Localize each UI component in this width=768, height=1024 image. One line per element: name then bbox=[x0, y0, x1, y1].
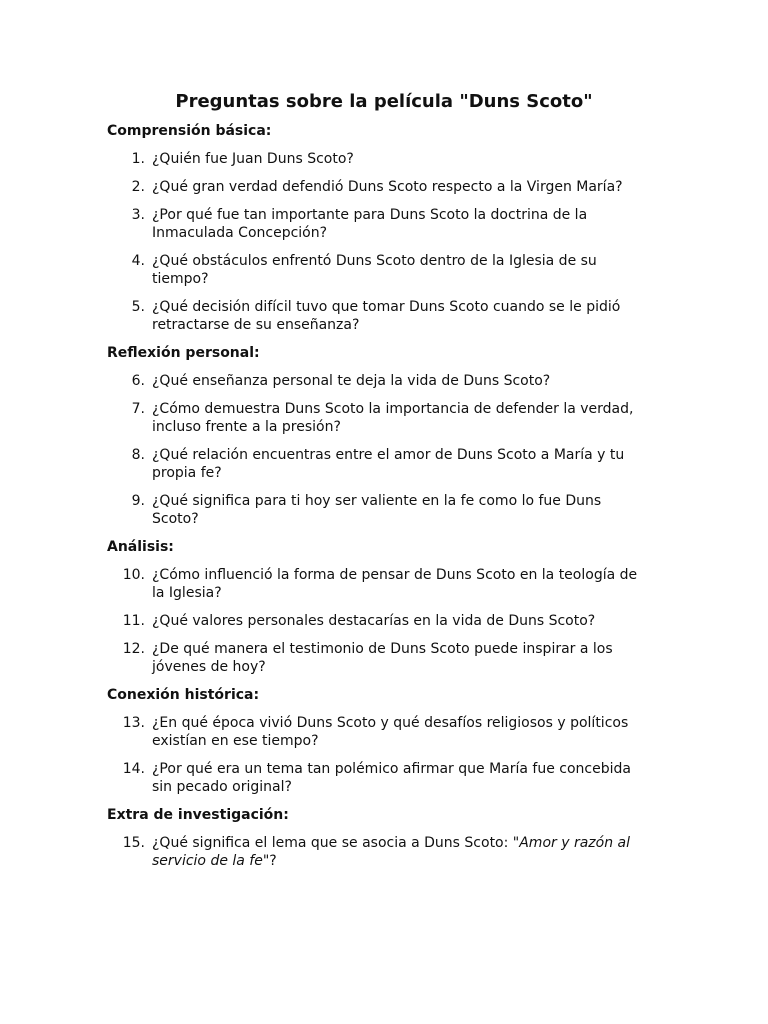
question-item bbox=[107, 640, 768, 676]
question-text: ¿Qué enseñanza personal te deja la vida de Duns Scoto? bbox=[152, 373, 551, 389]
question-text: ¿Qué relación encuentras entre el amor de Duns Scoto a María y tu propia fe? bbox=[152, 447, 625, 481]
section-reflexion-personal bbox=[107, 344, 768, 528]
question-text: ¿De qué manera el testimonio de Duns Scoto puede inspirar a los jóvenes de hoy? bbox=[152, 641, 613, 675]
question-text: ¿Qué gran verdad defendió Duns Scoto respecto a la Virgen María? bbox=[152, 179, 623, 195]
question-item bbox=[107, 400, 768, 436]
question-list bbox=[107, 150, 768, 334]
section-heading: Comprensión básica: bbox=[107, 123, 272, 139]
question-number: 4. bbox=[131, 253, 145, 269]
question-number: 10. bbox=[122, 567, 145, 583]
question-list bbox=[107, 372, 768, 528]
question-text bbox=[152, 834, 652, 870]
question-text-start: ¿Qué significa el lema que se asocia a Duns Scoto: " bbox=[152, 835, 520, 851]
question-text: ¿Cómo influenció la forma de pensar de Duns Scoto en la teología de la Iglesia? bbox=[152, 567, 638, 601]
motto-text: Amor y razón al servicio de la fe bbox=[152, 835, 630, 869]
question-text: ¿Qué obstáculos enfrentó Duns Scoto dentro de la Iglesia de su tiempo? bbox=[152, 253, 597, 287]
question-item bbox=[107, 492, 768, 528]
question-number: 11. bbox=[122, 613, 145, 629]
question-number: 8. bbox=[131, 447, 145, 463]
question-number: 1. bbox=[131, 151, 145, 167]
question-item bbox=[107, 178, 768, 196]
question-item bbox=[107, 446, 768, 482]
question-item bbox=[107, 252, 768, 288]
question-list bbox=[107, 714, 768, 796]
question-item bbox=[107, 372, 768, 390]
section-conexion-historica bbox=[107, 686, 768, 796]
question-text: ¿Por qué era un tema tan polémico afirmar que María fue concebida sin pecado original? bbox=[152, 761, 631, 795]
question-number: 7. bbox=[131, 401, 145, 417]
question-number: 14. bbox=[122, 761, 145, 777]
question-item bbox=[107, 298, 768, 334]
question-text: ¿En qué época vivió Duns Scoto y qué desafíos religiosos y políticos existían en ese tiempo? bbox=[152, 715, 629, 749]
question-text: ¿Qué valores personales destacarías en la vida de Duns Scoto? bbox=[152, 613, 596, 629]
document-title: Preguntas sobre la película "Duns Scoto" bbox=[175, 91, 593, 112]
question-item bbox=[107, 714, 768, 750]
question-number: 15. bbox=[122, 835, 145, 851]
question-number: 2. bbox=[131, 179, 145, 195]
question-item bbox=[107, 760, 768, 796]
question-list bbox=[107, 566, 768, 676]
section-analisis bbox=[107, 538, 768, 676]
question-item bbox=[107, 566, 768, 602]
section-heading: Análisis: bbox=[107, 539, 174, 555]
question-text: ¿Quién fue Juan Duns Scoto? bbox=[152, 151, 354, 167]
question-number: 13. bbox=[122, 715, 145, 731]
section-heading: Extra de investigación: bbox=[107, 807, 289, 823]
section-extra-investigacion bbox=[107, 806, 768, 870]
question-text: ¿Por qué fue tan importante para Duns Scoto la doctrina de la Inmaculada Concepción? bbox=[152, 207, 588, 241]
question-text-end: "? bbox=[262, 853, 277, 869]
question-number: 9. bbox=[131, 493, 145, 509]
question-number: 6. bbox=[131, 373, 145, 389]
section-comprension-basica bbox=[107, 122, 768, 334]
question-item bbox=[107, 834, 768, 870]
question-item bbox=[107, 150, 768, 168]
question-text: ¿Qué decisión difícil tuvo que tomar Duns Scoto cuando se le pidió retractarse de su enseñanza? bbox=[152, 299, 621, 333]
question-item bbox=[107, 206, 768, 242]
question-number: 3. bbox=[131, 207, 145, 223]
question-list bbox=[107, 834, 768, 870]
section-heading: Conexión histórica: bbox=[107, 687, 260, 703]
question-text: ¿Qué significa para ti hoy ser valiente en la fe como lo fue Duns Scoto? bbox=[152, 493, 602, 527]
question-text: ¿Cómo demuestra Duns Scoto la importancia de defender la verdad, incluso frente a la presión? bbox=[152, 401, 634, 435]
question-number: 5. bbox=[131, 299, 145, 315]
question-number: 12. bbox=[122, 641, 145, 657]
question-item bbox=[107, 612, 768, 630]
section-heading: Reflexión personal: bbox=[107, 345, 260, 361]
